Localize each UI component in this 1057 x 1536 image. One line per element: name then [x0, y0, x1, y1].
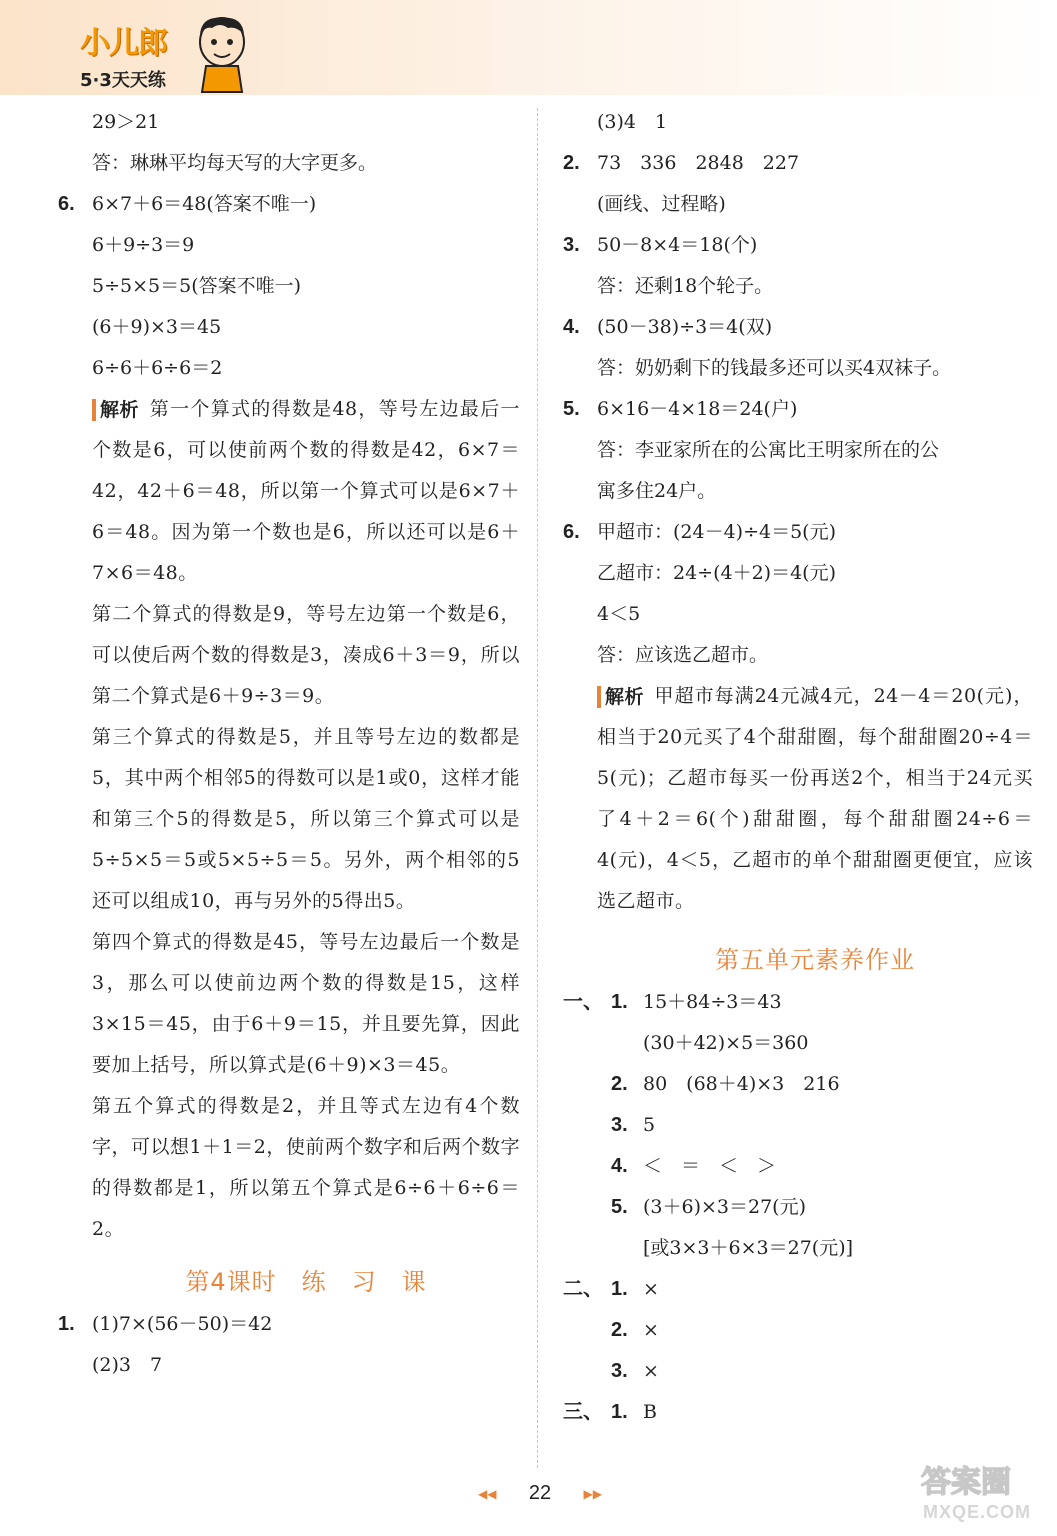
answer-line: 5÷5×5＝5(答案不唯一) [92, 275, 302, 297]
analysis-tag: 解析 [597, 686, 644, 708]
answer-line: 寓多住24户。 [597, 480, 717, 502]
question-number: 3. [563, 234, 580, 256]
analysis-block [58, 389, 520, 1250]
analysis-tag: 解析 [92, 399, 139, 421]
column-divider [537, 108, 538, 1468]
answer-line: 5. (3＋6)×3＝27(元) [563, 1187, 1033, 1228]
mascot-icon [192, 14, 252, 94]
answer-line: (2)3 7 [92, 1354, 163, 1376]
analysis-block [563, 676, 1033, 922]
answer-line: 5. 6×16－4×18＝24(户) [563, 389, 1033, 430]
right-answers-bottom [563, 982, 1033, 1433]
question-number: 1. [611, 1278, 628, 1300]
answer-line: 答：李亚家所在的公寓比王明家所在的公 [597, 439, 940, 461]
double-right-arrow-icon[interactable]: ▶▶ [583, 1487, 602, 1501]
section-title: 第五单元素养作业 [715, 946, 915, 974]
answer-line: 答：琳琳平均每天写的大字更多。 [92, 152, 378, 174]
answer-line: 2. × [563, 1310, 1033, 1351]
answer-line: 6. 甲超市：(24－4)÷4＝5(元) [563, 512, 1033, 553]
question-number: 5. [611, 1196, 628, 1218]
left-answers-bottom [58, 1304, 520, 1386]
answer-line: (3)4 1 [597, 111, 668, 133]
answer-line: (画线、过程略) [597, 193, 726, 215]
question-number: 6. [563, 521, 580, 543]
analysis-paragraph: 解析 甲超市每满24元减4元，24－4＝20(元)，相当于20元买了4个甜甜圈，每个甜甜圈20÷4＝5(元)；乙超市每买一份再送2个，相当于24元买了4＋2＝6(个)甜甜圈，每个甜甜圈24÷6＝4(元)，4＜5，乙超市的单个甜甜圈更便宜，应该选乙超市。 [597, 685, 1033, 912]
double-left-arrow-icon[interactable]: ◀◀ [478, 1487, 497, 1501]
answer-line: 6÷6＋6÷6＝2 [92, 357, 223, 379]
part-number: 三、 [563, 1401, 603, 1423]
question-number: 6. [58, 193, 75, 215]
question-number: 2. [611, 1319, 628, 1341]
answer-line: 4. ＜ ＝ ＜ ＞ [563, 1146, 1033, 1187]
section-title: 第4课时 练 习 课 [185, 1268, 427, 1296]
logo-title: 小儿郎 [80, 26, 167, 61]
analysis-paragraph: 第二个算式的得数是9，等号左边第一个数是6，可以使后两个数的得数是3，凑成6＋3＝9，所以第二个算式是6＋9÷3＝9。 [92, 603, 520, 707]
answer-line: 3. 50－8×4＝18(个) [563, 225, 1033, 266]
answer-line: 4. (50－38)÷3＝4(双) [563, 307, 1033, 348]
question-number: 1. [58, 1313, 75, 1335]
question-number: 3. [611, 1360, 628, 1382]
answer-line: 三、 1. B [563, 1392, 1033, 1433]
answer-line: 6＋9÷3＝9 [92, 234, 195, 256]
question-number: 1. [611, 991, 628, 1013]
right-column [563, 102, 1033, 1433]
answer-line: 2. 80 (68＋4)×3 216 [563, 1064, 1033, 1105]
answer-line: (30＋42)×5＝360 [643, 1032, 809, 1054]
question-number: 5. [563, 398, 580, 420]
answer-line: (6＋9)×3＝45 [92, 316, 222, 338]
answer-line: 1. (1)7×(56－50)＝42 [58, 1304, 520, 1345]
analysis-paragraph: 第四个算式的得数是45，等号左边最后一个数是3，那么可以使前边两个数的得数是15，这样3×15＝45，由于6＋9＝15，并且要先算，因此要加上括号，所以算式是(6＋9)×3＝45。 [92, 931, 520, 1076]
left-column [58, 102, 520, 1386]
answer-line: 答：应该选乙超市。 [597, 644, 769, 666]
brand-logo [72, 18, 262, 96]
part-number: 二、 [563, 1278, 603, 1300]
answer-line: 一、 1. 15＋84÷3＝43 [563, 982, 1033, 1023]
answer-line: 3. 5 [563, 1105, 1033, 1146]
analysis-paragraph: 解析 第一个算式的得数是48，等号左边最后一个数是6，可以使前两个数的得数是42，6×7＝42，42＋6＝48，所以第一个算式可以是6×7＋6＝48。因为第一个数也是6，所以还可以是6＋7×6＝48。 [92, 398, 520, 584]
watermark-logo [915, 1456, 1045, 1524]
answer-line: 2. 73 336 2848 227 [563, 143, 1033, 184]
svg-text:答案圈: 答案圈 [921, 1465, 1011, 1500]
answer-line: 答：奶奶剩下的钱最多还可以买4双袜子。 [597, 357, 952, 379]
part-number: 一、 [563, 991, 603, 1013]
page-number: 22 [528, 1482, 552, 1504]
answer-line: 29＞21 [92, 111, 160, 133]
page-footer [470, 1478, 610, 1508]
question-number: 4. [563, 316, 580, 338]
logo-subtitle: 5·3天天练 [80, 70, 166, 91]
answer-line: 4＜5 [597, 603, 641, 625]
answer-line: 二、 1. × [563, 1269, 1033, 1310]
question-number: 4. [611, 1155, 628, 1177]
question-number: 2. [563, 152, 580, 174]
question-number: 1. [611, 1401, 628, 1423]
right-answers-top [563, 102, 1033, 676]
analysis-paragraph: 第三个算式的得数是5，并且等号左边的数都是5，其中两个相邻5的得数可以是1或0，这样才能和第三个5的得数是5，所以第三个算式可以是5÷5×5＝5或5×5÷5＝5。另外，两个相邻的5还可以组成10，再与另外的5得出5。 [92, 726, 520, 912]
question-number: 2. [611, 1073, 628, 1095]
answer-line: 乙超市：24÷(4＋2)＝4(元) [597, 562, 837, 584]
analysis-paragraph: 第五个算式的得数是2，并且等式左边有4个数字，可以想1＋1＝2，使前两个数字和后两个数字的得数都是1，所以第五个算式是6÷6＋6÷6＝2。 [92, 1095, 520, 1240]
answer-line: [或3×3＋6×3＝27(元)] [643, 1237, 854, 1259]
left-answers-top [58, 102, 520, 389]
answer-line: 6. 6×7＋6＝48(答案不唯一) [58, 184, 520, 225]
svg-text:MXQE.COM: MXQE.COM [923, 1502, 1032, 1522]
question-number: 3. [611, 1114, 628, 1136]
answer-line: 3. × [563, 1351, 1033, 1392]
answer-line: 答：还剩18个轮子。 [597, 275, 774, 297]
